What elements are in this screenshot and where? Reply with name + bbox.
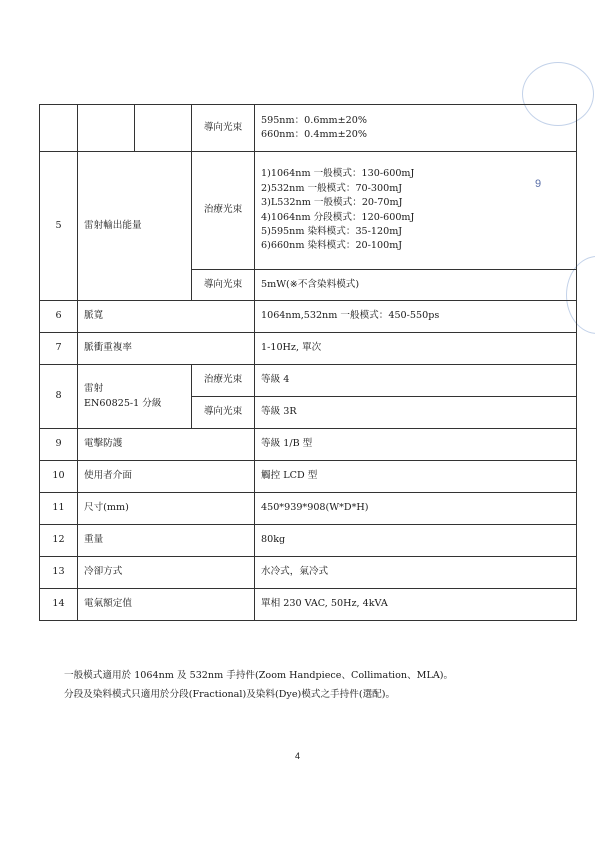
value-cell: 水冷式，氣冷式 [255,557,577,589]
item-label: 雷射 EN60825-1 分級 [78,365,192,429]
page-number: 4 [294,751,300,761]
value-cell: 等級 3R [255,397,577,429]
value-cell: 1)1064nm 一般模式：130-600mJ 2)532nm 一般模式：70-300mJ 3)L532nm 一般模式：20-70mJ 4)1064nm 分段模式：120-600mJ 5)595nm 染料模式：35-120mJ 6)660nm 染料模式：20-100mJ [255,152,577,270]
row-number: 13 [40,557,78,589]
item-label: 尺寸(mm) [78,493,255,525]
value-cell: 等級 4 [255,365,577,397]
row-number: 6 [40,301,78,333]
item-label: 使用者介面 [78,461,255,493]
row-number: 12 [40,525,78,557]
value-cell: 等級 1/B 型 [255,429,577,461]
footnotes [64,666,564,704]
stamp-number: 9 [535,178,542,190]
row-number: 14 [40,589,78,621]
spec-table [39,104,577,621]
value-cell: 450*939*908(W*D*H) [255,493,577,525]
row-number: 5 [40,152,78,301]
item-label: 重量 [78,525,255,557]
table-row [40,557,577,589]
beam-type-label: 治療光束 [192,365,255,397]
value-cell: 1-10Hz, 單次 [255,333,577,365]
row-number: 8 [40,365,78,429]
table-row [40,493,577,525]
item-label: 雷射輸出能量 [78,152,192,301]
footnote-line: 分段及染料模式只適用於分段(Fractional)及染料(Dye)模式之手持件(選配)。 [64,689,396,700]
item-label: 電擊防護 [78,429,255,461]
footnote-line: 一般模式適用於 1064nm 及 532nm 手持件(Zoom Handpiece、Collimation、MLA)。 [64,670,454,681]
table-row [40,105,577,152]
table-row [40,589,577,621]
item-label: 脈衝重複率 [78,333,255,365]
table-row [40,429,577,461]
row-number: 10 [40,461,78,493]
table-row [40,365,577,397]
item-label: 電氣額定值 [78,589,255,621]
row-number: 11 [40,493,78,525]
table-row [40,461,577,493]
value-cell: 80kg [255,525,577,557]
beam-type-label: 導向光束 [192,270,255,301]
table-row [40,333,577,365]
value-cell: 5mW(※不含染料模式) [255,270,577,301]
beam-type-label: 導向光束 [192,397,255,429]
row-number: 7 [40,333,78,365]
beam-type-label: 治療光束 [192,152,255,270]
value-cell: 595nm：0.6mm±20% 660nm：0.4mm±20% [255,105,577,152]
item-label: 冷卻方式 [78,557,255,589]
table-row [40,152,577,270]
table-row [40,525,577,557]
row-number: 9 [40,429,78,461]
value-cell: 1064nm,532nm 一般模式：450-550ps [255,301,577,333]
item-label: 脈寬 [78,301,255,333]
table-row [40,301,577,333]
value-cell: 觸控 LCD 型 [255,461,577,493]
beam-type-label: 導向光束 [192,105,255,152]
value-cell: 單相 230 VAC, 50Hz, 4kVA [255,589,577,621]
